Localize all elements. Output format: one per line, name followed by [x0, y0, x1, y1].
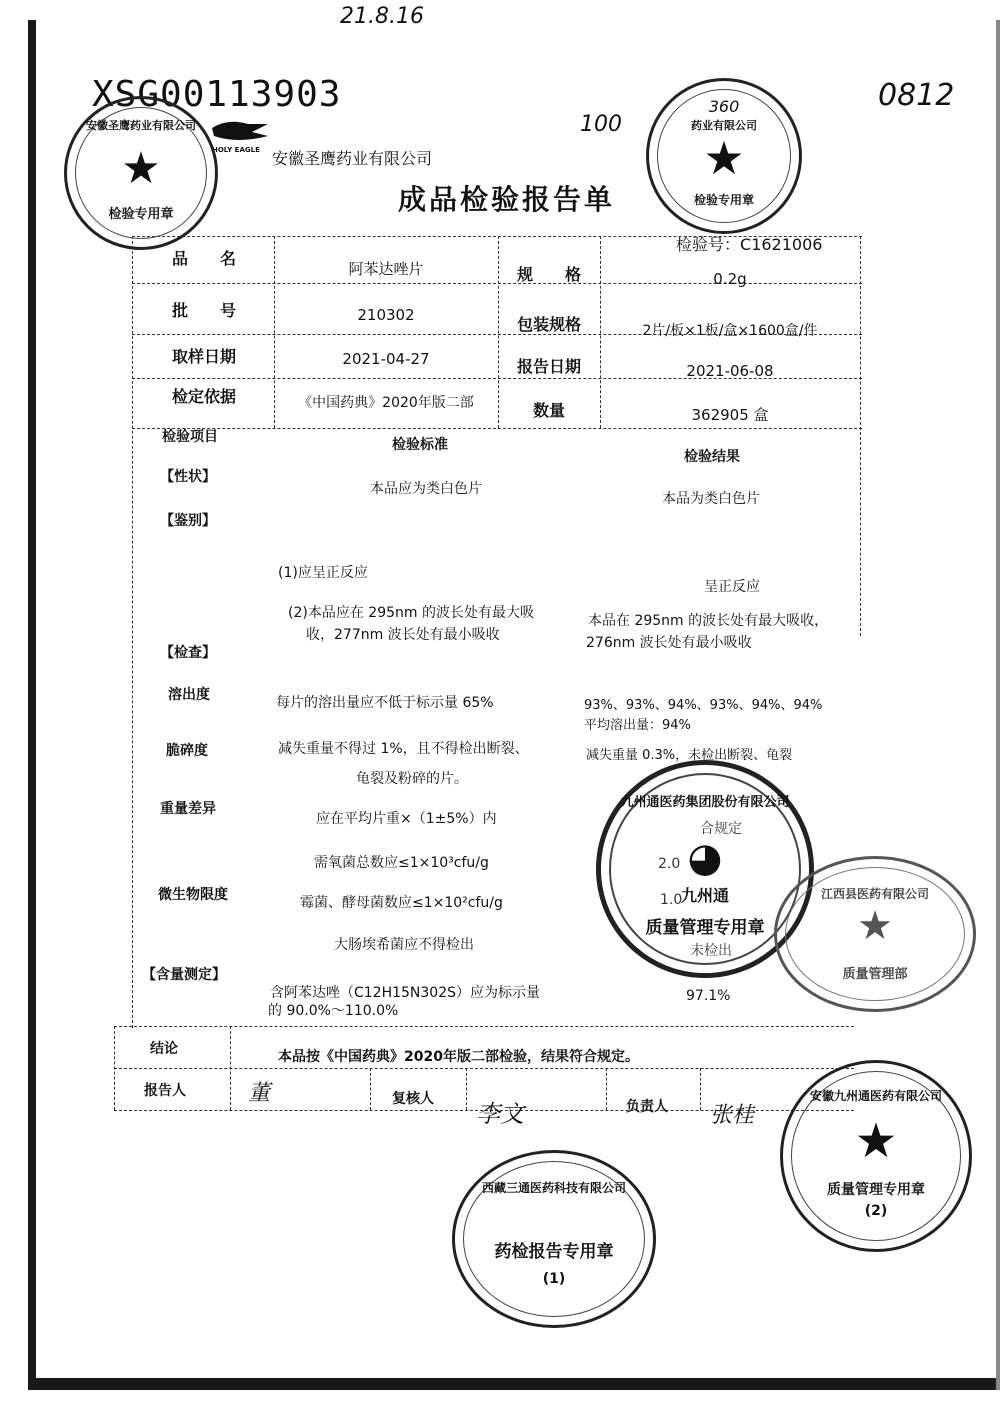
handwritten-mark: 100: [580, 112, 622, 137]
reporter-signature: 董: [248, 1081, 271, 1106]
stamp-1-sub: 检验专用章: [108, 207, 174, 222]
identification-standard-2a: (2)本品应在 295nm 的波长处有最大吸: [288, 605, 534, 621]
stamp-3-text: 九州通医药集团股份有限公司: [620, 795, 790, 810]
weight-variation-result: 合规定: [700, 821, 742, 837]
stamp-2-text: 药业有限公司: [691, 119, 757, 132]
stamp-6-num: (1): [542, 1271, 566, 1287]
star-icon: ★: [121, 143, 161, 194]
product-name-value: 阿苯达唑片: [348, 260, 424, 278]
item-header: 检验项目: [162, 429, 218, 445]
quantity-label: 数量: [532, 401, 565, 420]
microbial-limit-label: 微生物限度: [158, 887, 228, 903]
conclusion-text: 本品按《中国药典》2020年版二部检验，结果符合规定。: [278, 1049, 639, 1065]
company-logo: [208, 118, 272, 146]
appearance-standard: 本品应为类白色片: [370, 481, 482, 497]
identification-label: 【鉴别】: [160, 513, 216, 529]
stamp-5-sub: 质量管理专用章: [827, 1182, 925, 1198]
sampling-date-value: 2021-04-27: [342, 350, 430, 368]
identification-standard-2b: 收，277nm 波长处有最小吸收: [306, 627, 500, 643]
microbial-result-1: 2.0: [658, 856, 681, 872]
logo-tagline: HOLY EAGLE: [212, 146, 260, 154]
report-date-value: 2021-06-08: [686, 362, 774, 380]
assay-label: 【含量测定】: [142, 967, 226, 983]
stamp-3-sub: 质量管理专用章: [645, 918, 765, 938]
reviewer-label: 复核人: [392, 1091, 434, 1107]
stamp-5-text: 安徽九州通医药有限公司: [809, 1089, 942, 1103]
star-icon: ★: [854, 1113, 898, 1169]
stamp-4-sub: 质量管理部: [842, 967, 908, 982]
reviewer-signature: 李文: [476, 1100, 524, 1128]
reporter-label: 报告人: [144, 1083, 186, 1099]
dissolution-label: 溶出度: [168, 687, 210, 703]
quantity-value: 362905 盒: [691, 406, 769, 424]
stamp-jiangxi-pharma: [774, 856, 976, 1012]
microbial-standard-3: 大肠埃希菌应不得检出: [334, 937, 474, 953]
identification-result-1: 呈正反应: [704, 579, 760, 595]
standard-header: 检验标准: [392, 437, 448, 453]
spec-label: 规 格: [516, 265, 581, 284]
spec-value: 0.2g: [713, 270, 747, 288]
scan-edge-right: [996, 20, 1000, 1390]
basis-value: 《中国药典》2020年版二部: [298, 395, 474, 411]
scan-edge-left: [28, 20, 36, 1390]
stamp-6-text: 西藏三通医药科技有限公司: [481, 1181, 626, 1195]
result-header: 检验结果: [684, 449, 740, 465]
identification-result-2b: 276nm 波长处有最小吸收: [586, 635, 752, 651]
star-icon: ★: [857, 903, 893, 949]
stamp-3-logo: 九州通: [680, 886, 729, 905]
weight-variation-label: 重量差异: [160, 801, 216, 817]
stamp-anhui-shengying: [64, 96, 218, 250]
dissolution-result-1: 93%、93%、94%、93%、94%、94%: [584, 698, 823, 713]
inspection-number-value: C1621006: [740, 235, 823, 254]
basis-label: 检定依据: [171, 387, 236, 406]
friability-result: 减失重量 0.3%，未检出断裂、龟裂: [586, 748, 793, 763]
microbial-standard-1: 需氧菌总数应≤1×10³cfu/g: [314, 855, 489, 871]
inspection-number-label: 检验号：: [676, 235, 741, 254]
product-name-label: 品 名: [171, 249, 236, 268]
batch-value: 210302: [357, 306, 415, 324]
packaging-label: 包装规格: [516, 315, 581, 334]
company-name: 安徽圣鹰药业有限公司: [272, 149, 433, 168]
weight-variation-standard: 应在平均片重×（1±5%）内: [316, 811, 497, 827]
document-id: XSG00113903: [92, 74, 342, 115]
jiuzhoutong-logo-icon: ◕: [687, 835, 723, 881]
identification-standard-1: (1)应呈正反应: [278, 565, 368, 581]
conclusion-label: 结论: [150, 1041, 178, 1057]
scan-edge-bottom: [28, 1378, 1000, 1390]
report-date-label: 报告日期: [516, 357, 581, 376]
assay-result: 97.1%: [686, 988, 731, 1004]
report-title: 成品检验报告单: [398, 183, 616, 216]
check-label: 【检查】: [160, 645, 216, 661]
friability-standard-1: 减失重量不得过 1%，且不得检出断裂、: [278, 741, 529, 757]
responsible-signature: 张桂: [710, 1103, 755, 1128]
stamp-anhui-jiuzhoutong: [780, 1060, 972, 1252]
friability-standard-2: 龟裂及粉碎的片。: [356, 771, 468, 787]
microbial-result-2: 1.0: [660, 892, 683, 908]
stamp-2-sub: 检验专用章: [693, 193, 754, 207]
assay-standard-2: 的 90.0%～110.0%: [268, 1003, 399, 1019]
microbial-standard-2: 霉菌、酵母菌数应≤1×10²cfu/g: [300, 895, 503, 911]
assay-standard-1: 含阿苯达唑（C12H15N302S）应为标示量: [270, 985, 541, 1001]
responsible-label: 负责人: [626, 1099, 668, 1115]
stamp-2-mark: 360: [708, 97, 740, 116]
stamp-5-num: (2): [864, 1203, 888, 1219]
batch-label: 批 号: [171, 301, 236, 320]
dissolution-standard: 每片的溶出量应不低于标示量 65%: [276, 695, 494, 711]
handwritten-date: 21.8.16: [340, 4, 424, 29]
stamp-4-text: 江西县医药有限公司: [820, 887, 929, 901]
appearance-result: 本品为类白色片: [662, 491, 760, 507]
stamp-1-text: 安徽圣鹰药业有限公司: [86, 119, 196, 132]
stamp-tibet-santong: [452, 1150, 656, 1328]
dissolution-result-2: 平均溶出量：94%: [584, 718, 691, 733]
identification-result-2a: 本品在 295nm 的波长处有最大吸收，: [588, 613, 829, 629]
friability-label: 脆碎度: [166, 743, 208, 759]
star-icon: ★: [703, 131, 745, 185]
stamp-6-sub: 药检报告专用章: [494, 1242, 614, 1262]
microbial-result-3: 未检出: [690, 943, 732, 959]
packaging-value: 2片/板×1板/盒×1600盒/件: [642, 323, 818, 339]
stamp-pharma-inspection: [646, 78, 802, 234]
appearance-label: 【性状】: [160, 469, 216, 485]
sampling-date-label: 取样日期: [171, 347, 236, 366]
handwritten-code: 0812: [878, 78, 955, 113]
